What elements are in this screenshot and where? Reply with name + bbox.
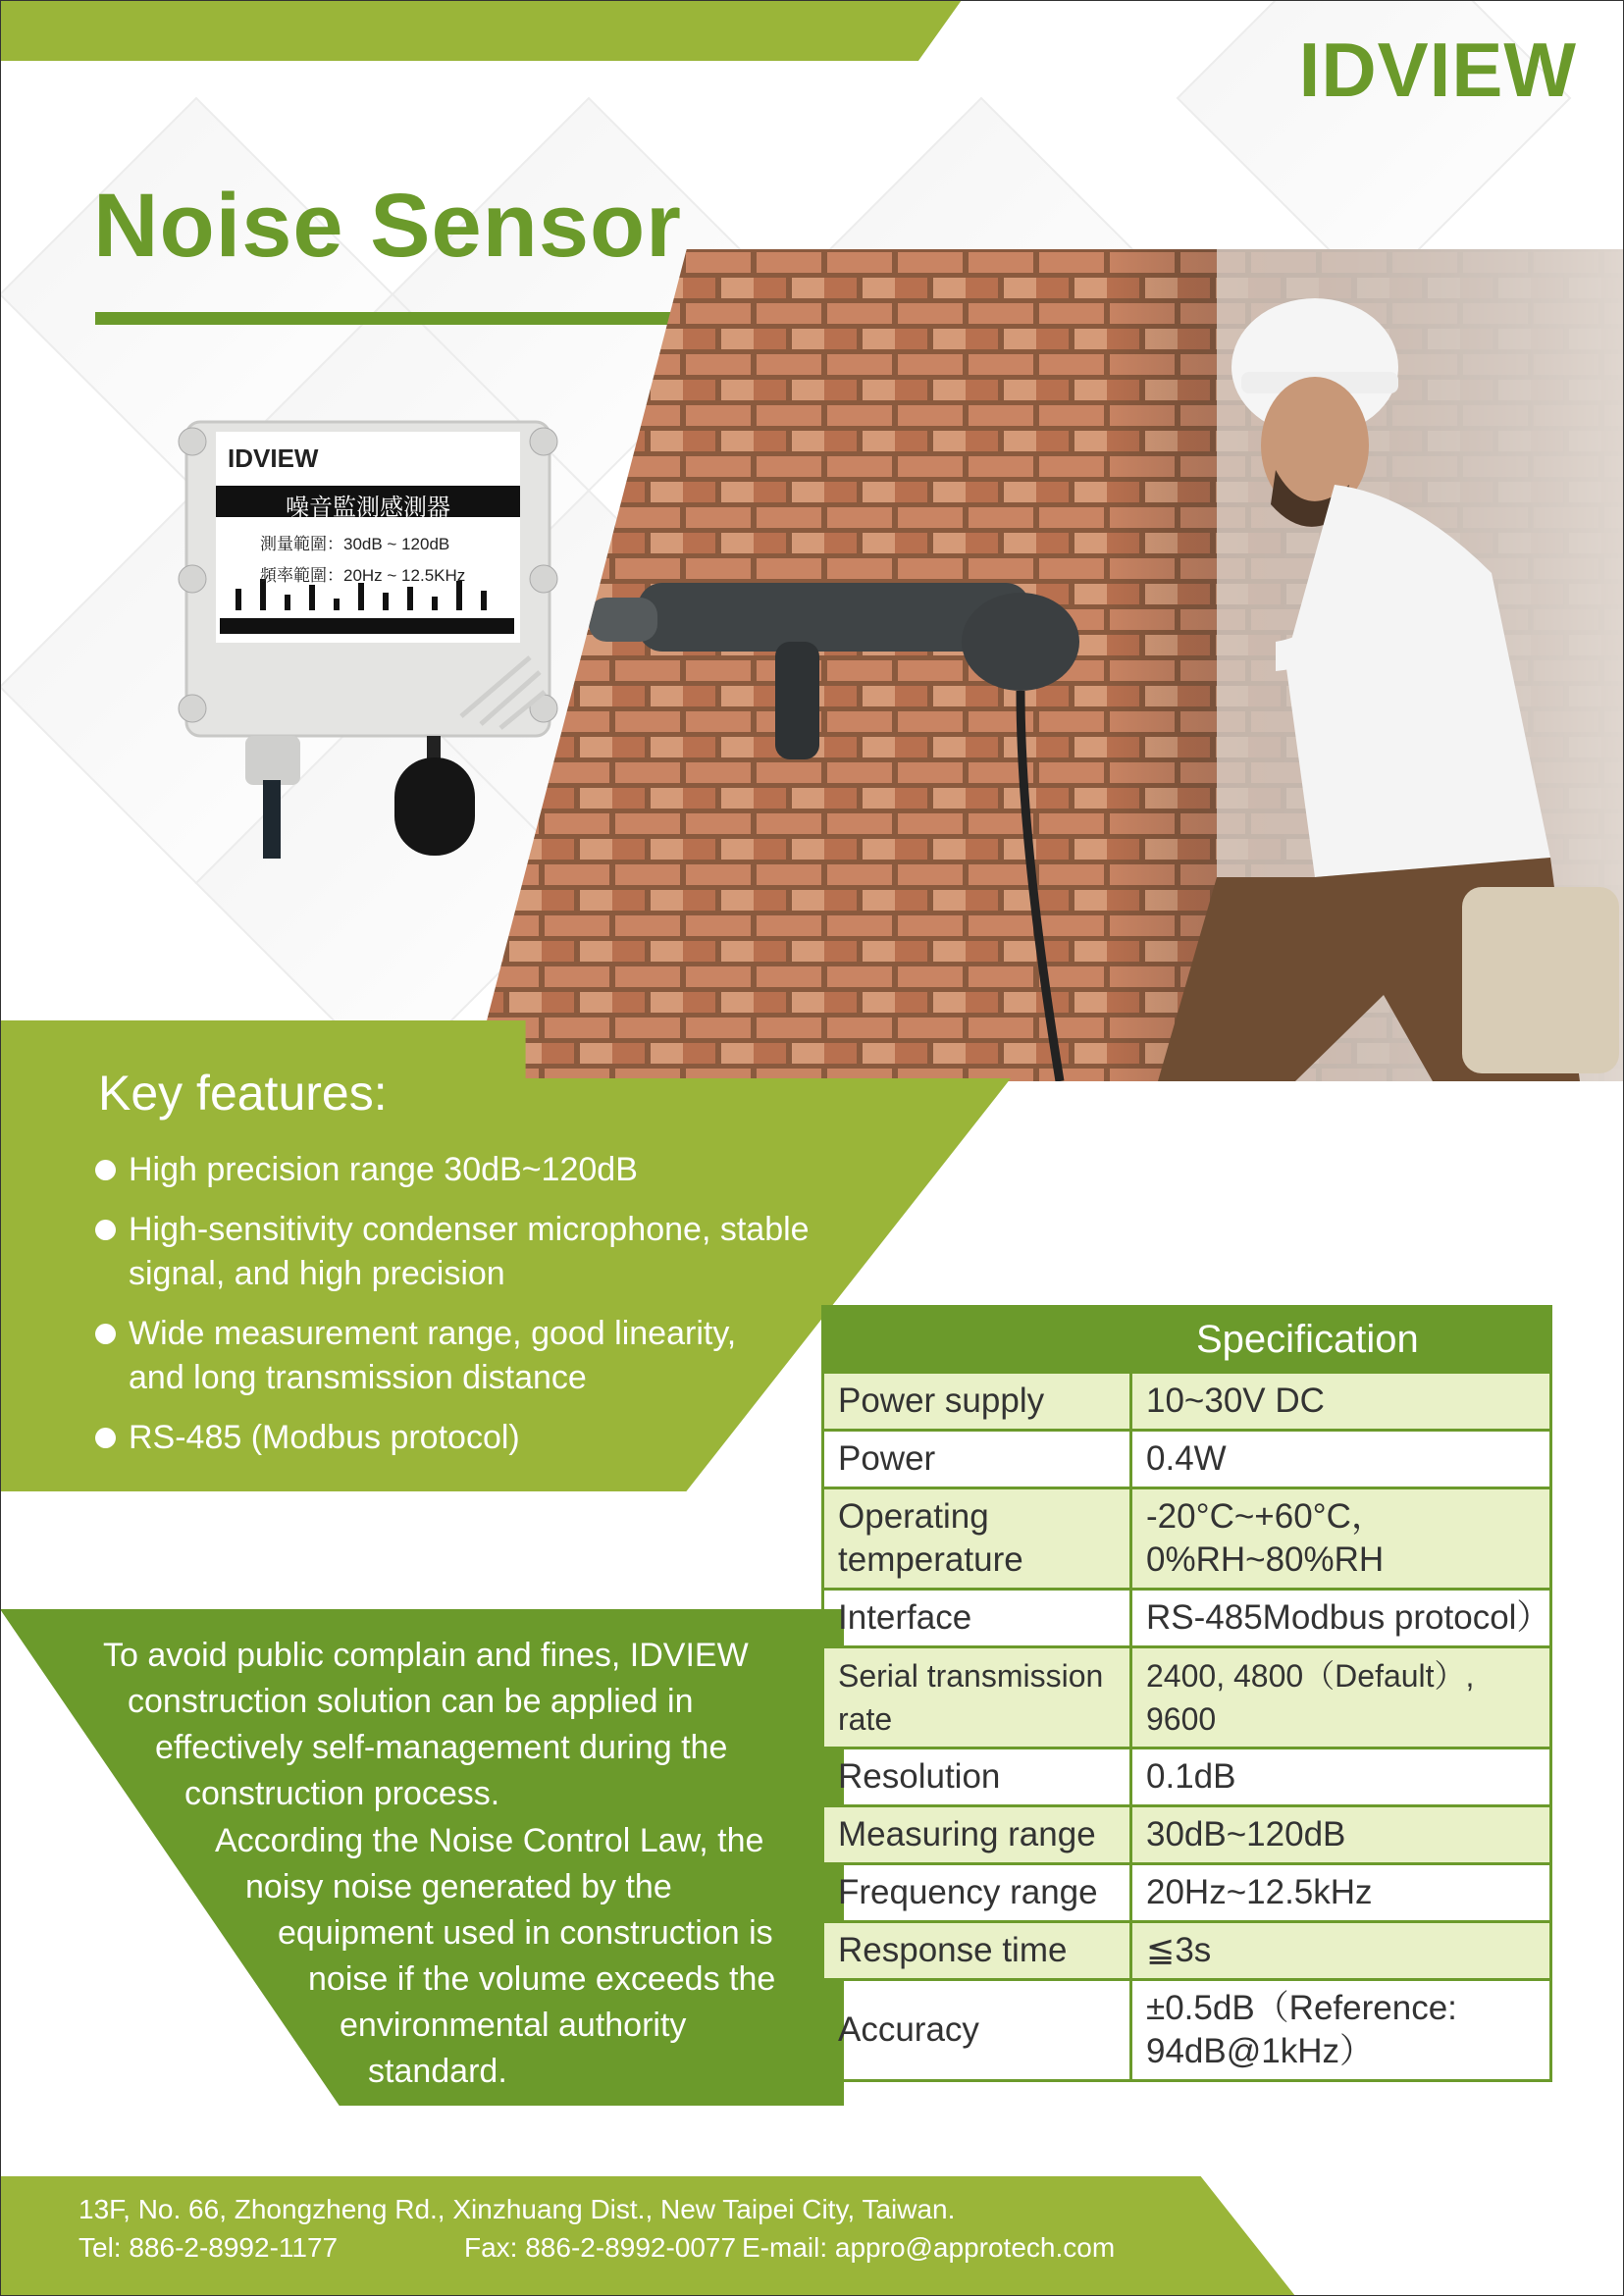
- bullet-icon: [95, 1324, 116, 1344]
- noise-sensor-device: [167, 412, 569, 883]
- specification-heading: Specification: [1131, 1307, 1551, 1373]
- description-line: standard.: [368, 2053, 507, 2090]
- footer-fax: Fax: 886-2-8992-0077: [464, 2232, 737, 2263]
- table-row: Serial transmission rate 2400, 4800（Default）, 9600: [823, 1647, 1551, 1748]
- feature-item: High precision range 30dB~120dB: [93, 1148, 878, 1192]
- table-row: Accuracy ±0.5dB（Reference: 94dB@1kHz）: [823, 1980, 1551, 2081]
- bullet-icon: [95, 1220, 116, 1240]
- description-line: To avoid public complain and fines, IDVIEW: [103, 1637, 749, 1674]
- footer-address: 13F, No. 66, Zhongzheng Rd., Xinzhuang Dist., New Taipei City, Taiwan.: [79, 2194, 956, 2224]
- specification-table: [821, 1305, 1552, 2082]
- table-row: Power supply 10~30V DC: [823, 1373, 1551, 1431]
- brand-logo: IDVIEW: [1298, 26, 1577, 113]
- footer-email[interactable]: E-mail: appro@approtech.com: [742, 2232, 1116, 2263]
- table-row: Resolution 0.1dB: [823, 1748, 1551, 1806]
- description-line: construction solution can be applied in: [128, 1683, 694, 1720]
- table-row: Frequency range 20Hz~12.5kHz: [823, 1864, 1551, 1922]
- page-title: Noise Sensor: [93, 176, 682, 276]
- table-row: Measuring range 30dB~120dB: [823, 1806, 1551, 1864]
- description-line: noisy noise generated by the: [245, 1868, 672, 1905]
- features-heading: Key features:: [98, 1066, 388, 1121]
- device-range-line: 測量範圍：30dB ~ 120dB: [260, 535, 450, 553]
- bullet-icon: [95, 1428, 116, 1448]
- bullet-icon: [95, 1160, 116, 1180]
- description-line: construction process.: [184, 1775, 500, 1812]
- description-line: effectively self-management during the: [155, 1729, 728, 1766]
- device-frequency-line: 頻率範圍：20Hz ~ 12.5KHz: [260, 566, 466, 585]
- feature-item: High-sensitivity condenser microphone, stable signal, and high precision: [93, 1208, 878, 1296]
- table-row: Operating temperature -20°C~+60°C，0%RH~80%RH: [823, 1488, 1551, 1590]
- features-list: [93, 1148, 878, 1476]
- description-line: environmental authority: [340, 2007, 687, 2044]
- description-line: noise if the volume exceeds the: [308, 1960, 776, 1998]
- table-row: Power 0.4W: [823, 1431, 1551, 1488]
- table-header-row: [823, 1307, 1551, 1373]
- device-name: 噪音監測感測器: [286, 495, 450, 521]
- table-row: Interface RS-485Modbus protocol）: [823, 1590, 1551, 1647]
- description-line: According the Noise Control Law, the: [215, 1822, 764, 1859]
- sensor-box-icon: [167, 412, 569, 883]
- table-row: Response time ≦3s: [823, 1922, 1551, 1980]
- footer-tel: Tel: 886-2-8992-1177: [79, 2232, 339, 2263]
- top-accent-band: [0, 0, 962, 61]
- device-brand: IDVIEW: [228, 444, 319, 473]
- description-line: equipment used in construction is: [278, 1914, 773, 1952]
- feature-item: RS-485 (Modbus protocol): [93, 1416, 878, 1460]
- feature-item: Wide measurement range, good linearity, and long transmission distance: [93, 1312, 878, 1400]
